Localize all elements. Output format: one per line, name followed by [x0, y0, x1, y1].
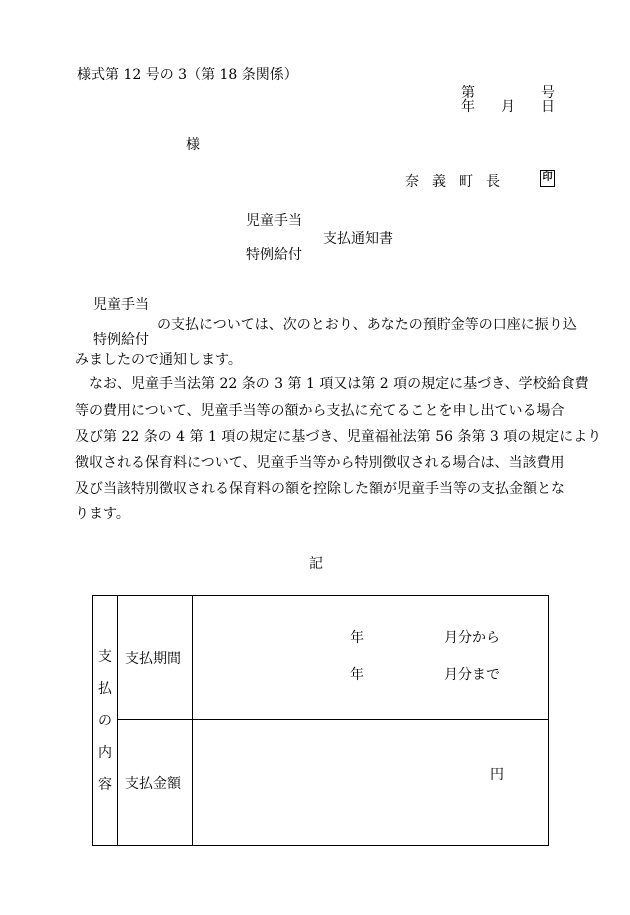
date-day: 日 — [541, 99, 555, 115]
period-to-month: 月分まで — [444, 667, 500, 683]
title-line-1: 児童手当 — [246, 213, 302, 229]
vertical-header-char: 内 — [98, 744, 112, 761]
note-line-6: ります。 — [75, 506, 130, 522]
amount-label: 支払金額 — [118, 720, 193, 846]
date-year: 年 — [461, 99, 475, 115]
recipient-suffix: 様 — [186, 137, 200, 153]
period-value-cell — [193, 596, 549, 720]
issuer-char-3: 町 — [459, 174, 473, 190]
date-month: 月 — [501, 99, 515, 115]
note-line-4: 徴収される保育料について、児童手当等から特別徴収される場合は、当該費用 — [75, 455, 565, 471]
vertical-header-char: 払 — [98, 680, 112, 697]
vertical-header-char: 容 — [98, 776, 112, 793]
payment-details-table — [92, 595, 549, 846]
period-from-year: 年 — [350, 630, 364, 646]
paragraph-main-text: の支払については、次のとおり、あなたの預貯金等の口座に振り込 — [157, 317, 577, 333]
document-number-suffix: 号 — [541, 85, 555, 101]
note-line-2: 等の費用について、児童手当等の額から支払に充てることを申し出ている場合 — [75, 403, 565, 419]
vertical-header-char: の — [98, 712, 112, 729]
period-from-month: 月分から — [444, 630, 500, 646]
ki-heading: 記 — [309, 556, 323, 572]
paragraph-choice-a: 児童手当 — [93, 297, 149, 313]
form-number: 様式第 12 号の 3（第 18 条関係） — [77, 67, 298, 83]
paragraph-continuation: みましたので通知します。 — [75, 352, 242, 368]
title-line-3: 特例給付 — [246, 247, 302, 263]
seal-mark: 印 — [540, 170, 555, 187]
note-line-1: なお、児童手当法第 22 条の 3 第 1 項又は第 2 項の規定に基づき、学校給食費 — [75, 376, 589, 392]
amount-unit: 円 — [490, 767, 504, 783]
issuer-char-4: 長 — [486, 174, 500, 190]
vertical-header — [93, 596, 118, 846]
paragraph-choice-b: 特例給付 — [93, 332, 149, 348]
issuer-char-1: 奈 — [405, 174, 419, 190]
document-number-prefix: 第 — [461, 85, 475, 101]
note-line-3: 及び第 22 条の 4 第 1 項の規定に基づき、児童福祉法第 56 条第 3 項の規定により — [75, 429, 602, 445]
note-line-5: 及び当該特別徴収される保育料の額を控除した額が児童手当等の支払金額とな — [75, 481, 565, 497]
title-line-2: 支払通知書 — [323, 231, 393, 247]
vertical-header-char: 支 — [98, 648, 112, 665]
period-label: 支払期間 — [118, 596, 193, 720]
issuer-char-2: 義 — [432, 174, 446, 190]
amount-value-cell — [193, 720, 549, 846]
period-to-year: 年 — [350, 667, 364, 683]
